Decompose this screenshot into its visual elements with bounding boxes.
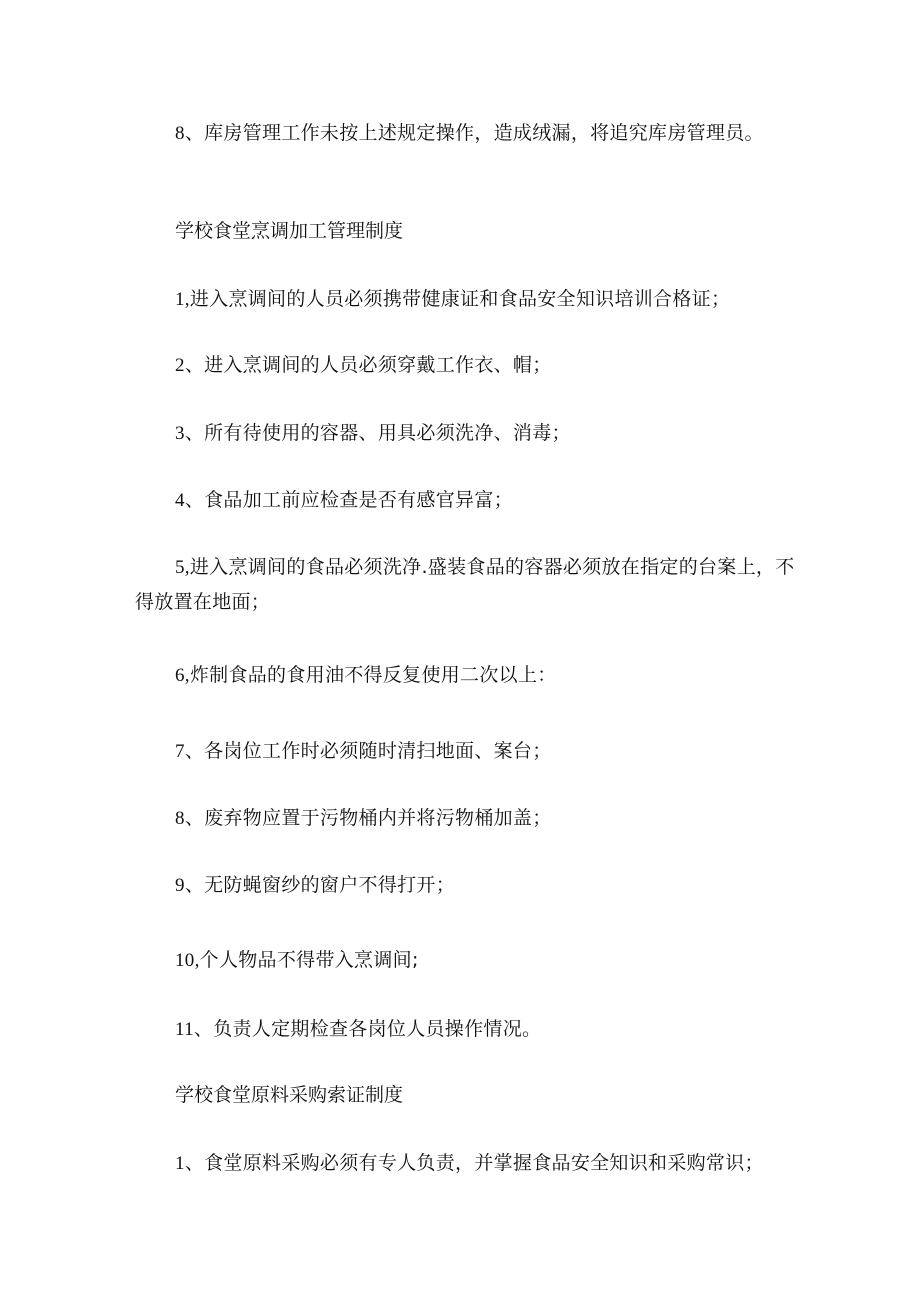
item-number: 6, (175, 665, 190, 686)
paragraph-cooking-rule-3 (135, 416, 795, 451)
paragraph-cooking-rule-6 (135, 658, 795, 693)
paragraph-cooking-rule-5 (135, 550, 795, 619)
section-heading-cooking: 学校食堂烹调加工管理制度 (175, 220, 404, 242)
paragraph-text: 、库房管理工作未按上述规定操作，造成绒漏，将追究库房管理员。 (184, 122, 764, 144)
paragraph-cooking-rule-9 (135, 868, 795, 903)
item-number: 2 (175, 355, 185, 376)
item-number: 9 (175, 875, 185, 896)
paragraph-cooking-rule-1 (135, 282, 795, 317)
paragraph-storage-rule-8 (135, 116, 795, 151)
paragraph-cooking-rule-11 (135, 1012, 795, 1047)
paragraph-text: 、食堂原料采购必须有专人负责，并掌握食品安全知识和采购常识； (184, 1152, 764, 1174)
paragraph-text: 、负责人定期检查各岗位人员操作情况。 (193, 1018, 542, 1040)
paragraph-cooking-rule-7 (135, 734, 795, 769)
section-heading-procurement: 学校食堂原料采购索证制度 (175, 1084, 404, 1106)
paragraph-text: 、废弃物应置于污物桶内并将污物桶加盖； (184, 807, 552, 829)
paragraph-text: 、食品加工前应检查是否有感官异富； (184, 489, 513, 511)
paragraph-cooking-rule-4 (135, 483, 795, 518)
paragraph-cooking-rule-2 (135, 348, 795, 383)
item-number: 8 (175, 123, 185, 144)
paragraph-text: 、所有待使用的容器、用具必须洗净、消毒； (184, 422, 571, 444)
item-number: 1 (175, 1153, 185, 1174)
item-number: 8 (175, 808, 185, 829)
paragraph-cooking-rule-10 (135, 943, 795, 978)
item-number: 11 (175, 1019, 194, 1040)
paragraph-cooking-rule-8 (135, 801, 795, 836)
item-number: 4 (175, 490, 185, 511)
item-number: 10, (175, 950, 200, 971)
item-number: 7 (175, 741, 185, 762)
paragraph-text: 、各岗位工作时必须随时清扫地面、案台； (184, 740, 552, 762)
paragraph-text: 炸制食品的食用油不得反复使用二次以上： (189, 664, 557, 686)
paragraph-text: 、进入烹调间的人员必须穿戴工作衣、帽； (184, 354, 552, 376)
paragraph-text: 进入烹调间的人员必须携带健康证和食品安全知识培训合格证； (189, 288, 731, 310)
item-number: 5, (175, 557, 190, 578)
item-number: 3 (175, 423, 185, 444)
paragraph-text: 进入烹调间的食品必须洗净.盛装食品的容器必须放在指定的台案上，不得放置在地面； (135, 556, 795, 613)
paragraph-procurement-rule-1 (135, 1146, 795, 1181)
paragraph-text: 、无防蝇窗纱的窗户不得打开； (184, 874, 456, 896)
paragraph-text: 个人物品不得带入烹调间; (199, 949, 419, 971)
item-number: 1, (175, 289, 190, 310)
